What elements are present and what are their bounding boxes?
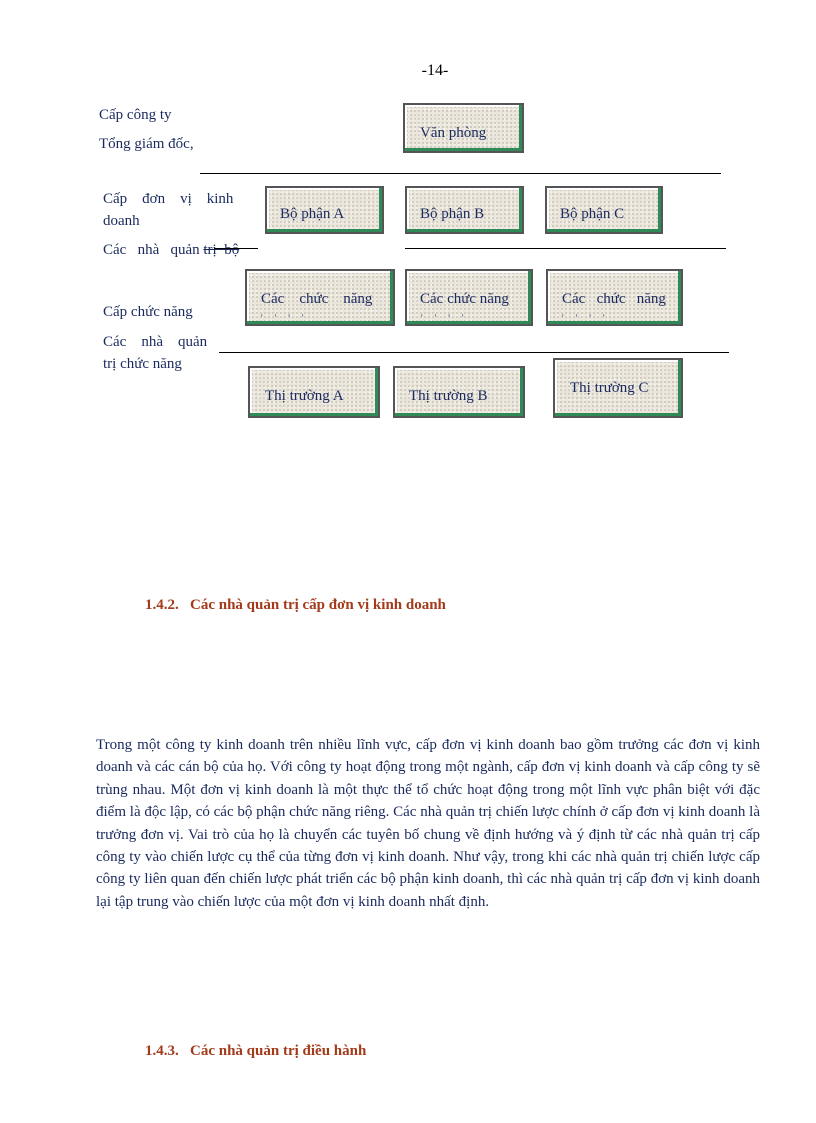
function-label-a: Các chức năng: [261, 291, 373, 307]
division-label-a: Bộ phận A: [280, 206, 345, 222]
divider-functional: [219, 352, 729, 353]
function-box-c: [546, 269, 683, 326]
section-number: 1.4.3.: [145, 1043, 179, 1059]
label-functional-managers-cont: trị chức năng: [103, 356, 182, 372]
office-box: [403, 103, 524, 153]
label-unit-managers-struck: trị bộ: [203, 242, 240, 258]
label-unit-managers-text: Các nhà quản: [103, 242, 200, 258]
label-business-unit-level-cont: doanh: [103, 213, 140, 229]
division-label-c: Bộ phận C: [560, 206, 625, 222]
divider-company: [200, 173, 721, 174]
label-functional-managers: Các nhà quản: [103, 334, 208, 350]
market-label-b: Thị trường B: [409, 388, 488, 404]
label-general-director: Tổng giám đốc,: [99, 136, 194, 152]
section-number: 1.4.2.: [145, 597, 179, 613]
label-company-level: Cấp công ty: [99, 107, 172, 123]
function-label-c: Các chức năng: [562, 291, 666, 307]
function-hidden-text-a: '''': [261, 313, 316, 323]
office-label: Văn phòng: [420, 125, 487, 141]
function-box-b: [405, 269, 533, 326]
label-business-unit-level: Cấp đơn vị kinh: [103, 191, 234, 207]
market-label-c: Thị trường C: [570, 380, 649, 396]
label-functional-level: Cấp chức năng: [103, 304, 193, 320]
page-number: -14-: [421, 62, 449, 79]
market-box-c: [553, 358, 683, 418]
divider-unit-left: [214, 248, 258, 249]
section-title: Các nhà quản trị điều hành: [190, 1043, 367, 1059]
divider-unit-right: [405, 248, 726, 249]
function-hidden-text-b: '''': [421, 313, 476, 323]
market-box-b: [393, 366, 525, 418]
function-hidden-text-c: '''': [562, 313, 617, 323]
label-unit-managers: [103, 239, 239, 261]
division-box-a: [265, 186, 384, 234]
division-box-c: [545, 186, 663, 234]
function-label-b: Các chức năng: [420, 291, 509, 307]
section-heading-1-4-3: [145, 1043, 366, 1060]
division-label-b: Bộ phận B: [420, 206, 485, 222]
section-title: Các nhà quản trị cấp đơn vị kinh doanh: [190, 597, 446, 613]
function-box-a: [245, 269, 395, 326]
body-paragraph: Trong một công ty kinh doanh trên nhiều lĩnh vực, cấp đơn vị kinh doanh bao gồm trưởng các đơn vị kinh doanh và các cán bộ của họ. Với công ty hoạt động trong một ngành, cấp đơn vị kinh doanh và cấp công ty sẽ trùng nhau. Một đơn vị kinh doanh là một thực thể tổ chức hoạt động trong một lĩnh vực phân biệt với đặc điểm là độc lập, có các bộ phận chức năng riêng. Các nhà quản trị chiến lược chính ở cấp đơn vị kinh doanh là trưởng đơn vị. Vai trò của họ là chuyển các tuyên bố chung về định hướng và ý định từ các nhà quản trị cấp công ty vào chiến lược cụ thể của từng đơn vị kinh doanh. Như vậy, trong khi các nhà quản trị chiến lược cấp công ty liên quan đến chiến lược phát triển các bộ phận kinh doanh, thì các nhà quản trị cấp đơn vị kinh doanh lại tập trung vào chiến lược của một đơn vị kinh doanh nhất định.: [96, 737, 760, 910]
market-box-a: [248, 366, 380, 418]
section-heading-1-4-2: [145, 597, 446, 614]
division-box-b: [405, 186, 524, 234]
market-label-a: Thị trường A: [265, 388, 344, 404]
